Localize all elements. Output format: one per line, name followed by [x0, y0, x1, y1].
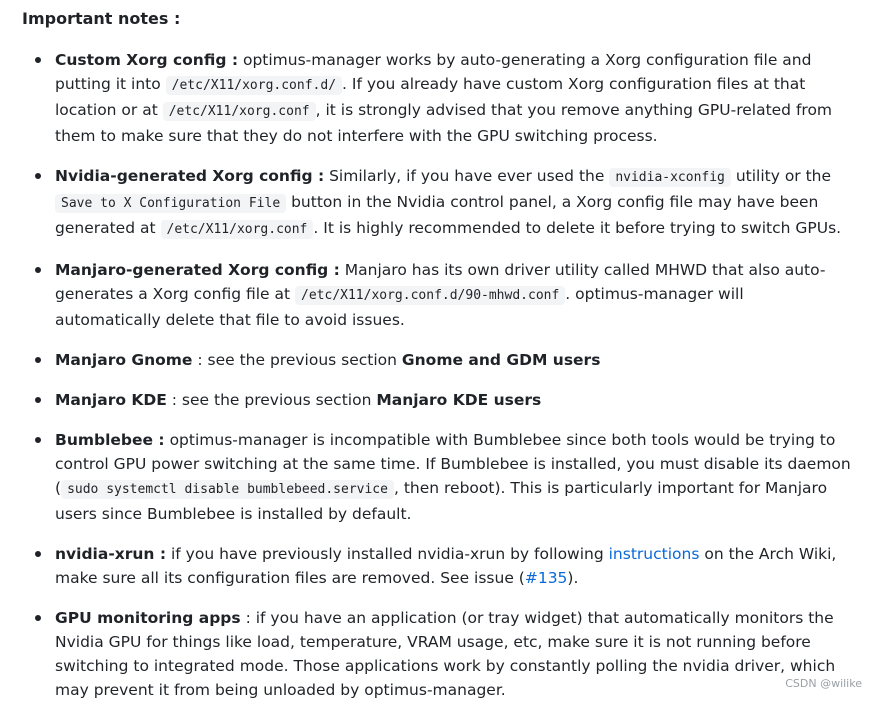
note-text: if you have previously installed nvidia-xrun by following — [166, 545, 609, 563]
code-button-label: Save to X Configuration File — [55, 194, 286, 213]
bullet-icon — [35, 57, 41, 63]
bullet-icon — [35, 437, 41, 443]
note-text: : see the previous section — [192, 351, 402, 369]
code-path: /etc/X11/xorg.conf.d/ — [166, 76, 342, 95]
code-command: sudo systemctl disable bumblebeed.service — [61, 480, 394, 499]
note-bumblebee — [22, 428, 852, 526]
note-text: . optimus-manager will automatically delete that file to avoid issues. — [55, 285, 744, 329]
code-path: /etc/X11/xorg.conf — [163, 102, 316, 121]
note-text: , it is strongly advised that you remove anything GPU-related from them to make sure that they do not interfere with the GPU switching process. — [55, 101, 833, 145]
note-text: . It is highly recommended to delete it before trying to switch GPUs. — [313, 219, 842, 237]
note-manjaro-generated-xorg-config — [22, 258, 852, 332]
note-text: . If you already have custom Xorg configuration files at that location or at — [55, 75, 806, 119]
bullet-icon — [35, 615, 41, 621]
watermark: CSDN @wilike — [785, 677, 862, 690]
note-text: optimus-manager is incompatible with Bumblebee since both tools would be trying to control GPU power switching at the same time. If Bumblebee is installed, you must disable its daemon ( — [55, 431, 851, 497]
note-text: Similarly, if you have ever used the — [324, 167, 610, 185]
note-text: optimus-manager works by auto-generating a Xorg configuration file and putting it into — [55, 51, 812, 93]
note-text: : see the previous section — [166, 391, 377, 409]
bullet-icon — [35, 173, 41, 179]
bullet-icon — [35, 397, 41, 403]
note-title: Manjaro-generated Xorg config : — [55, 261, 340, 279]
notes-heading: Important notes : — [22, 9, 181, 28]
code-path: /etc/X11/xorg.conf — [161, 220, 314, 239]
note-text: , then reboot). This is particularly important for Manjaro users since Bumblebee is installed by default. — [55, 479, 828, 523]
notes-list — [22, 48, 852, 718]
code-command: nvidia-xconfig — [609, 168, 731, 187]
bullet-icon — [35, 551, 41, 557]
note-gpu-monitoring-apps — [22, 606, 852, 702]
note-text: button in the Nvidia control panel, a Xorg config file may have been generated at — [55, 193, 819, 237]
issue-135-link[interactable]: #135 — [524, 569, 568, 587]
instructions-link[interactable]: instructions — [608, 545, 700, 563]
note-title: Nvidia-generated Xorg config : — [55, 167, 325, 185]
note-text: : if you have an application (or tray widget) that automatically monitors the Nvidia GPU for things like load, temperature, VRAM usage, etc, make sure it is not running before switching to integrated mode. Those applications work by constantly polling the nvidia driver, which may prevent it from being unloaded by optimus-manager. — [55, 609, 836, 699]
code-path: /etc/X11/xorg.conf.d/90-mhwd.conf — [295, 286, 565, 305]
note-title: Manjaro KDE — [55, 391, 167, 409]
section-reference: Gnome and GDM users — [401, 351, 601, 369]
note-manjaro-gnome — [22, 348, 852, 372]
bullet-icon — [35, 267, 41, 273]
note-title: Manjaro Gnome — [55, 351, 193, 369]
section-reference: Manjaro KDE users — [376, 391, 542, 409]
note-title: nvidia-xrun : — [55, 545, 167, 563]
note-title: Bumblebee : — [55, 431, 165, 449]
note-text: ). — [567, 569, 579, 587]
note-text: utility or the — [730, 167, 832, 185]
note-text: on the Arch Wiki, make sure all its configuration files are removed. See issue ( — [55, 545, 837, 587]
note-nvidia-generated-xorg-config — [22, 164, 852, 242]
note-title: GPU monitoring apps — [55, 609, 241, 627]
note-manjaro-kde — [22, 388, 852, 412]
note-custom-xorg-config — [22, 48, 852, 148]
note-text: Manjaro has its own driver utility called MHWD that also auto-generates a Xorg config file at — [55, 261, 826, 303]
note-nvidia-xrun — [22, 542, 852, 590]
note-title: Custom Xorg config : — [55, 51, 239, 69]
bullet-icon — [35, 357, 41, 363]
